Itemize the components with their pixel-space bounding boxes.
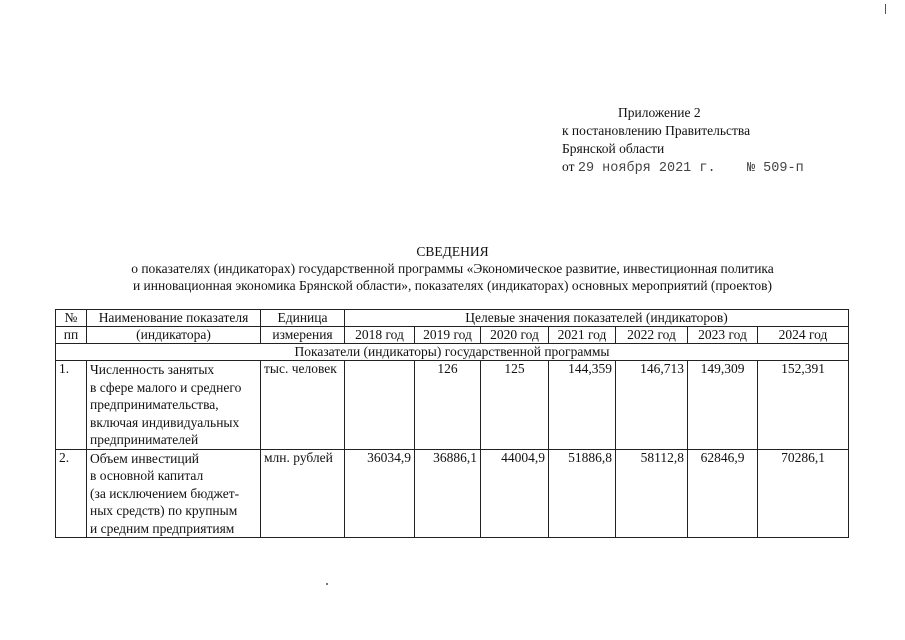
year-header: 2019 год	[415, 327, 481, 344]
year-header: 2021 год	[549, 327, 616, 344]
col-num-header-2: пп	[56, 327, 87, 344]
indicator-name-line: Объем инвестиций	[90, 450, 200, 466]
target-values-header: Целевые значения показателей (индикаторов)	[345, 310, 849, 327]
row-number: 1.	[56, 361, 87, 450]
document-subtitle-1: о показателях (индикаторах) государственной программы «Экономическое развитие, инвестиционная политика	[131, 261, 774, 276]
value-cell: 44004,9	[481, 449, 549, 538]
section-title: Показатели (индикаторы) государственной программы	[56, 344, 849, 361]
indicator-name	[87, 361, 261, 450]
value-cell: 62846,9	[688, 449, 758, 538]
indicator-name-line: Численность занятых	[90, 362, 215, 377]
indicators-table	[55, 309, 849, 538]
value-cell: 152,391	[758, 361, 849, 450]
scan-mark	[885, 4, 886, 14]
value-cell: 51886,8	[549, 449, 616, 538]
year-header: 2020 год	[481, 327, 549, 344]
unit-cell: тыс. человек	[261, 361, 345, 450]
table-header-row-2	[56, 327, 849, 344]
document-subtitle-2: и инновационная экономика Брянской области», показателях (индикаторах) основных мероприятий (проектов)	[132, 278, 773, 293]
appendix-date-line	[562, 158, 804, 178]
appendix-line-3: Брянской области	[562, 141, 665, 156]
indicator-name-line: (за исключением бюджет-	[90, 485, 240, 501]
value-cell: 58112,8	[616, 449, 688, 538]
indicator-name-line: ных средств) по крупным	[90, 503, 238, 518]
col-name-header-2: (индикатора)	[87, 327, 261, 344]
value-cell: 149,309	[688, 361, 758, 450]
col-unit-header: Единица	[261, 310, 345, 327]
value-cell: 126	[415, 361, 481, 450]
unit-cell: млн. рублей	[261, 449, 345, 538]
year-header: 2024 год	[758, 327, 849, 344]
year-header: 2022 год	[616, 327, 688, 344]
from-label: от	[562, 159, 575, 174]
indicator-name-line: в сфере малого и среднего	[90, 379, 242, 395]
indicator-name-line: и средним предприятиям	[90, 520, 235, 536]
scan-speck	[326, 583, 328, 585]
year-header: 2023 год	[688, 327, 758, 344]
appendix-line-2: к постановлению Правительства	[562, 123, 751, 138]
value-cell	[345, 361, 415, 450]
table-header-row-1	[56, 310, 849, 327]
value-cell: 36034,9	[345, 449, 415, 538]
value-cell: 70286,1	[758, 449, 849, 538]
value-cell: 125	[481, 361, 549, 450]
value-cell: 144,359	[549, 361, 616, 450]
appendix-block	[562, 104, 804, 178]
table-row	[56, 361, 849, 450]
appendix-title: Приложение 2	[618, 105, 701, 120]
indicator-name-line: в основной капитал	[90, 468, 204, 483]
row-number: 2.	[56, 449, 87, 538]
table-row	[56, 449, 849, 538]
decree-date: 29 ноября 2021 г.	[577, 161, 716, 176]
section-row	[56, 344, 849, 361]
col-unit-header-2: измерения	[261, 327, 345, 344]
indicator-name	[87, 449, 261, 538]
year-header: 2018 год	[345, 327, 415, 344]
document-title: СВЕДЕНИЯ	[416, 244, 489, 259]
decree-number: № 509-п	[746, 161, 804, 176]
indicator-name-line: предпринимателей	[90, 432, 199, 447]
col-name-header: Наименование показателя	[87, 310, 261, 327]
document-heading	[0, 243, 905, 294]
col-num-header: №	[56, 310, 87, 327]
value-cell: 146,713	[616, 361, 688, 450]
value-cell: 36886,1	[415, 449, 481, 538]
indicator-name-line: включая индивидуальных	[90, 414, 240, 430]
indicator-name-line: предпринимательства,	[90, 397, 219, 412]
